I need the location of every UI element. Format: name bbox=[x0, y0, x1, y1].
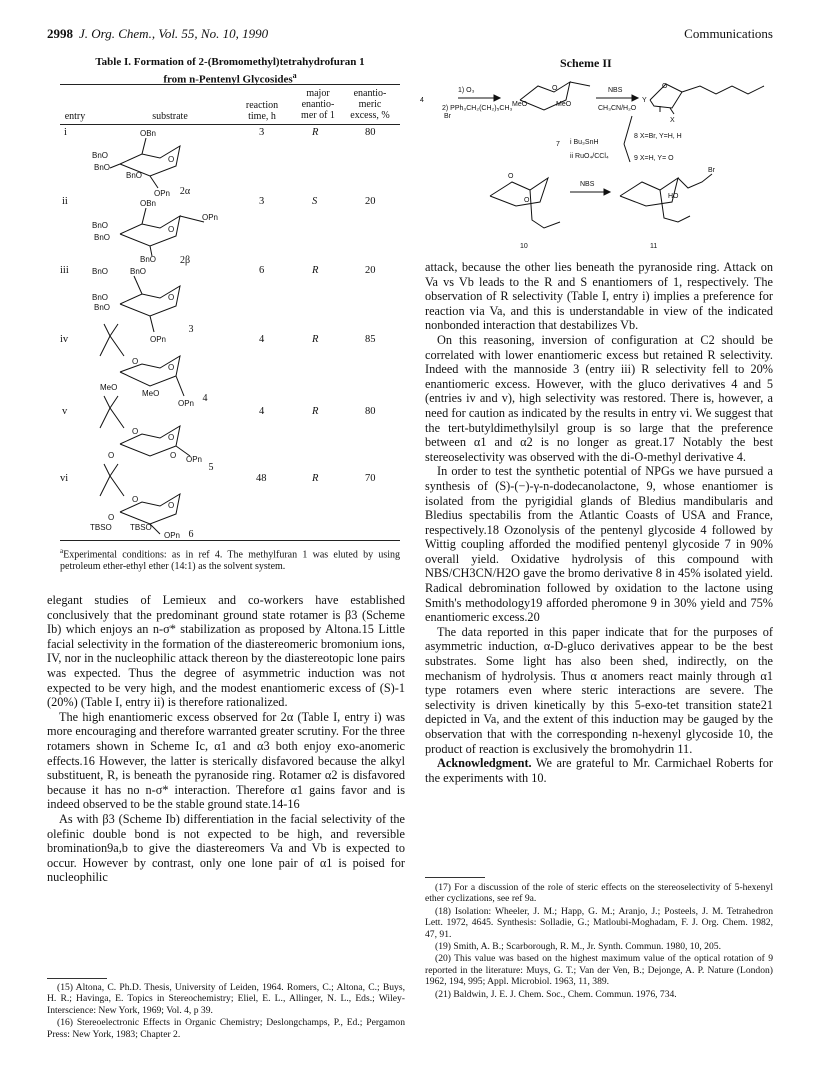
label-o: O bbox=[168, 501, 175, 510]
label-o: O bbox=[168, 363, 175, 372]
th-time bbox=[232, 100, 292, 122]
label-opn: OPn bbox=[154, 189, 171, 198]
scheme-title: Scheme II bbox=[560, 56, 612, 70]
ee-cell: 70 bbox=[365, 473, 376, 484]
scheme-nbs2: NBS bbox=[580, 181, 595, 188]
paragraph: elegant studies of Lemieux and co-workers have established conclusively that the predominant ground state rotamer is β3 (Scheme Ib) which enjoys an n-σ* stabilization as proposed by Altona.15 Little facial selectivity in the formation of the diastereomeric bromonium ions, IV, nor in the nucleophilic attack thereon by the diastereotopic lone pairs was expected. Thus the degree of asymmetric induction was not expected to be very high, and the modest enantiomeric excess of (S)-1 (20%) (Table I, entry ii) is therefore rationalized. bbox=[47, 593, 405, 710]
reference: (16) Stereoelectronic Effects in Organic Chemistry; Deslongchamps, P., Ed.; Pergamon Press: New York, 1983; Chapter 2. bbox=[47, 1017, 405, 1040]
scheme-compound11: 11 bbox=[650, 243, 658, 250]
th-time-2: time, h bbox=[248, 111, 276, 122]
ee-cell: 80 bbox=[365, 127, 376, 138]
acknowledgment bbox=[425, 756, 773, 785]
label-o: O bbox=[132, 357, 139, 366]
label-opn: OPn bbox=[202, 213, 219, 222]
label-o: O bbox=[524, 197, 530, 204]
paragraph: The high enantiomeric excess observed for 2α (Table I, entry i) was more encouraging and therefore warranted greater scrutiny. For the three rotamers shown in Scheme Ic, α1 and α3 both enjoy exo-anomeric effects.16 However, the latter is sterically disfavored because the alkyl substituent, R, is beneath the pyranoside ring. Rotamer α2 is disfavored because it has no n-σ* interaction. Therefore α1 gains favor and is indeed observed to be the stable ground state.14-16 bbox=[47, 709, 405, 812]
time-cell: 48 bbox=[256, 473, 267, 484]
label-obn: OBn bbox=[140, 199, 157, 208]
label-o: O bbox=[552, 85, 558, 92]
table-caption-mark: a bbox=[292, 71, 297, 80]
scheme-step2: 2) PPh₃CH₂(CH₂)₅CH₃ bbox=[442, 105, 513, 112]
table-structures bbox=[80, 124, 240, 540]
table-caption bbox=[70, 56, 390, 87]
ee-cell: 20 bbox=[365, 196, 376, 207]
paragraph: As with β3 (Scheme Ib) differentiation in the facial selectivity of the olefinic double bond is not expected to be high, and reversible bromination9a,b to give the diastereomers Va and Vb is expected to occur. However by contrast, only one lone pair of α1 is poised for nucleophilic bbox=[47, 811, 405, 885]
th-time-1: reaction bbox=[245, 100, 279, 111]
enantiomer-cell: R bbox=[312, 473, 319, 484]
compound-label: 2β bbox=[179, 255, 191, 266]
label-bno: BnO bbox=[130, 267, 147, 276]
left-references bbox=[47, 982, 405, 1041]
scheme-reagent1: i Bu₃SnH bbox=[570, 139, 599, 146]
label-o: O bbox=[508, 173, 514, 180]
right-references bbox=[425, 882, 773, 1001]
compound-label: 4 bbox=[202, 393, 208, 404]
label-o: O bbox=[108, 513, 115, 522]
table-caption-line1: Table I. Formation of 2-(Bromomethyl)tetrahydrofuran 1 bbox=[95, 56, 365, 68]
label-opn: OPn bbox=[164, 531, 181, 540]
reference: (18) Isolation: Wheeler, J. M.; Happ, G. M.; Aranjo, J.; Posteels, J. M. Tetrahedron Lett. 1972, 4645. Synthesis: Solladie, G.; Matloubi-Moghadam, F. J. Org. Chem. 1982, 47, 91. bbox=[425, 905, 773, 940]
reference: (17) For a discussion of the role of steric effects on the stereoselectivity of 5-hexenyl ether cyclizations, see ref 9a. bbox=[425, 882, 773, 905]
page-number: 2998 bbox=[47, 26, 73, 41]
section-name: Communications bbox=[684, 26, 773, 41]
scheme-compound10: 10 bbox=[520, 243, 528, 250]
label-o: O bbox=[108, 451, 115, 460]
compound-label: 2α bbox=[179, 186, 191, 197]
enantiomer-cell: S bbox=[312, 196, 318, 207]
label-meo: MeO bbox=[556, 101, 572, 108]
left-column-text bbox=[47, 593, 405, 885]
enantiomer-cell: R bbox=[312, 334, 319, 345]
label-meo: MeO bbox=[100, 383, 118, 392]
table-footnote-text: Experimental conditions: as in ref 4. The methylfuran 1 was eluted by using petroleum ether-ethyl ether (14:1) as the solvent system. bbox=[60, 549, 400, 573]
scheme-reagent-top: NBS bbox=[608, 87, 623, 94]
table-top-rule bbox=[60, 84, 400, 85]
label-tbso: TBSO bbox=[90, 523, 112, 532]
journal-citation: J. Org. Chem., Vol. 55, No. 10, 1990 bbox=[79, 26, 269, 41]
enantiomer-cell: R bbox=[312, 406, 319, 417]
compound-label: 5 bbox=[208, 462, 214, 473]
paragraph: On this reasoning, inversion of configuration at C2 should be correlated with lower enantiomeric excess but retained R selectivity. Indeed with the mannoside 3 (entry iii) R selectivity fell to 20% enantiomeric excess. However, with the gluco derivatives 4 and 5 (entries iv and v), high selectivity was restored. There is, however, a need for caution as indicated by the results in entry vi. We suggest that the tert-butyldimethylsilyl group is so large that the preference between α1 and α2 is no longer as great.17 Notably the best stereoselectivity was observed with the di-O-methyl derivative 4. bbox=[425, 332, 773, 464]
ee-cell: 80 bbox=[365, 406, 376, 417]
th-ee-3: excess, % bbox=[350, 110, 390, 121]
label-opn: OPn bbox=[150, 335, 167, 344]
label-bno: BnO bbox=[140, 255, 157, 264]
th-substrate: substrate bbox=[152, 111, 188, 122]
scheme-y-label: Y bbox=[642, 97, 647, 104]
reference: (20) This value was based on the highest maximum value of the optical rotation of 9 reported in the literature: Muys, G. T.; Van der Ven, B.; Dejonge, A. P. Nature (London) 1962, 194, 995; Appl. Microbiol. 1963, 11, 389. bbox=[425, 953, 773, 988]
paragraph: attack, because the other lies beneath the pyranoside ring. Attack on Va vs Vb leads to the R and S enantiomers of 1, respectively. The observation of R selectivity (Table I, entry i) implies a preference for reaction via Va, and this is understandable in view of the indicated nonbonded interaction that destabilizes Vb. bbox=[425, 260, 773, 333]
label-bno: BnO bbox=[92, 221, 109, 230]
time-cell: 3 bbox=[259, 127, 265, 138]
scheme-ii-drawing bbox=[420, 72, 780, 252]
label-o: O bbox=[168, 225, 175, 234]
label-o: O bbox=[168, 433, 175, 442]
running-header bbox=[47, 26, 773, 46]
label-bno: BnO bbox=[94, 233, 111, 242]
entry-cell: iii bbox=[60, 265, 69, 276]
scheme-compound7: 7 bbox=[556, 141, 560, 148]
enantiomer-cell: R bbox=[312, 127, 319, 138]
reference: (21) Baldwin, J. E. J. Chem. Soc., Chem. Commun. 1976, 734. bbox=[435, 988, 677, 1000]
header-left bbox=[47, 26, 268, 42]
th-ee-2: meric bbox=[358, 99, 382, 110]
label-o: O bbox=[132, 495, 139, 504]
paragraph: In order to test the synthetic potential of NPGs we have pursued a synthesis of (S)-(−)-γ-n-dodecanolactone, 9, whose enantiomer is isolated from the pyrigidial glands of Bledius mandibularis and Bledius spectabilis from the Atlantic Coasts of USA and France, respectively.18 Ozonolysis of the pentenyl glycoside 4 followed by Wittig coupling afforded the modified pentenyl glycoside 7 in 90% overall yield. Oxidative hydrolysis of this compound with NBS/CH3CN/H2O gave the bromo derivative 8 in 45% isolated yield. Radical debromination followed by oxidation to the lactone using Smith's methodology19 afforded pheromone 9 in 30% yield and 75% enantiomeric excess.20 bbox=[425, 464, 773, 625]
scheme-reagent-bottom: CH₃CN/H₂O bbox=[598, 105, 637, 112]
paragraph: The data reported in this paper indicate that for the purposes of asymmetric induction, α-D-gluco derivatives appear to be the best substrates. Some light has also been shed, indirectly, on the mechanism of hydrolysis. Thus α anomers react mainly through α1 type rotamers even where steric interactions are severe. The selectivity is driven kinetically by this 5-exo-tet transition state21 depicted in Va, and the extent of this induction may be gauged by the observation that with the corresponding n-hexenyl glycoside 10, the product of reaction is exclusively the bromohydrin 11. bbox=[425, 624, 773, 756]
entry-cell: v bbox=[62, 406, 68, 417]
scheme-step2b: Br bbox=[444, 113, 451, 120]
ee-cell: 20 bbox=[365, 265, 376, 276]
th-enant-1: major bbox=[306, 88, 330, 99]
scheme-product8: 8 X=Br, Y=H, H bbox=[634, 133, 682, 140]
scheme-reagent2: ii RuO₄/CCl₄ bbox=[570, 153, 609, 160]
label-o: O bbox=[168, 293, 175, 302]
label-meo: MeO bbox=[142, 389, 160, 398]
compound-label: 3 bbox=[188, 324, 194, 335]
entry-cell: iv bbox=[60, 334, 69, 345]
scheme-br: Br bbox=[708, 167, 715, 174]
scheme-x-label: X bbox=[670, 117, 675, 124]
scheme-product9: 9 X=H, Y= O bbox=[634, 155, 674, 162]
label-bno: BnO bbox=[94, 163, 111, 172]
scheme-ho: HO bbox=[668, 193, 679, 200]
label-o: O bbox=[170, 451, 177, 460]
th-enant-2: enantio- bbox=[301, 99, 335, 110]
label-meo: MeO bbox=[512, 101, 528, 108]
ack-title: Acknowledgment. bbox=[437, 756, 532, 771]
table-caption-line2: from n-Pentenyl Glycosides bbox=[163, 73, 293, 86]
label-bno: BnO bbox=[92, 151, 109, 160]
ack-body: We are grateful to Mr. Carmichael Roberts for the experiments with 10. bbox=[425, 756, 773, 785]
reference: (19) Smith, A. B.; Scarborough, R. M., Jr. Synth. Commun. 1980, 10, 205. bbox=[435, 941, 721, 953]
entry-cell: ii bbox=[62, 196, 68, 207]
label-bno: BnO bbox=[92, 267, 109, 276]
th-ee-1: enantio- bbox=[353, 88, 387, 99]
reference: (15) Altona, C. Ph.D. Thesis, University of Leiden, 1964. Romers, C.; Altona, C.; Buys, H. R.; Havinga, E. Topics in Stereochemistry; Eliel, E. L., Allinger, N. L., Eds.; Wiley-Interscience: New York, 1969; Vol. 4, p 39. bbox=[47, 982, 405, 1016]
th-enantiomer bbox=[288, 88, 348, 121]
th-enant-3: mer of 1 bbox=[301, 110, 335, 121]
label-opn: OPn bbox=[178, 399, 195, 408]
label-o: O bbox=[132, 427, 139, 436]
th-ee bbox=[340, 88, 400, 121]
label-o: O bbox=[168, 155, 175, 164]
entry-cell: vi bbox=[60, 473, 69, 484]
label-opn: OPn bbox=[186, 455, 203, 464]
time-cell: 4 bbox=[259, 334, 265, 345]
time-cell: 3 bbox=[259, 196, 265, 207]
table-footnote: $^a$Experimental conditions: as in ref 4. The methylfuran 1 was eluted by using petroleum ether-ethyl ether (14:1) as the solvent system. bbox=[60, 547, 400, 573]
ee-cell: 85 bbox=[365, 334, 376, 345]
enantiomer-cell: R bbox=[312, 265, 319, 276]
label-bno: BnO bbox=[94, 303, 111, 312]
label-bno: BnO bbox=[92, 293, 109, 302]
th-entry: entry bbox=[64, 111, 86, 122]
label-tbso: TBSO bbox=[130, 523, 152, 532]
time-cell: 4 bbox=[259, 406, 265, 417]
entry-cell: i bbox=[64, 127, 67, 138]
table-bottom-rule bbox=[60, 540, 400, 541]
label-o: O bbox=[662, 83, 668, 90]
footnote-rule bbox=[425, 877, 485, 878]
compound-label: 6 bbox=[188, 529, 194, 540]
label-obn: OBn bbox=[140, 129, 157, 138]
scheme-start: 4 bbox=[420, 97, 424, 104]
label-bno: BnO bbox=[126, 171, 143, 180]
footnote-rule bbox=[47, 978, 107, 979]
right-column-text bbox=[425, 260, 773, 785]
time-cell: 6 bbox=[259, 265, 265, 276]
scheme-step1: 1) O₃ bbox=[458, 87, 475, 94]
